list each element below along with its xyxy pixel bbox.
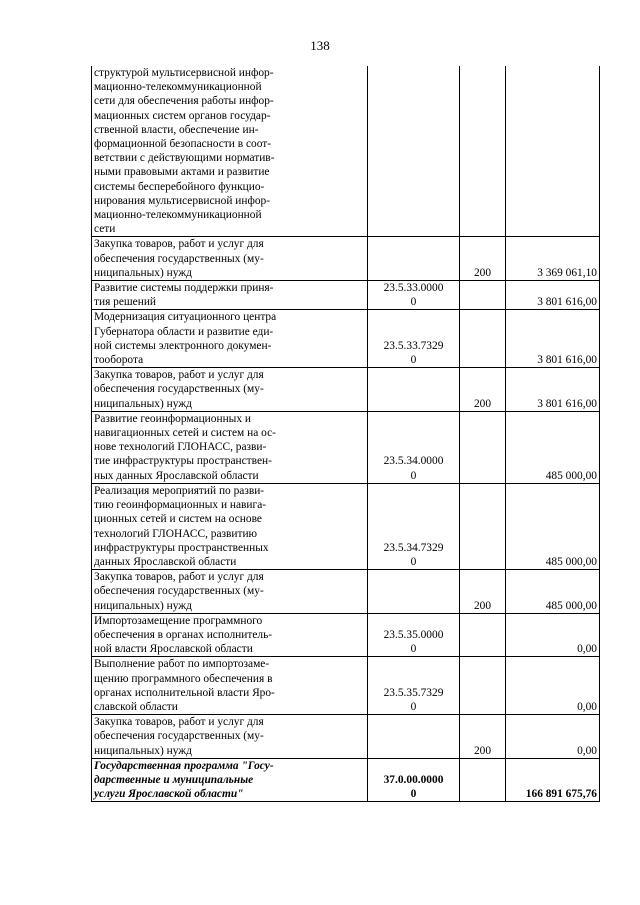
table-row bbox=[92, 570, 600, 614]
row-name-cell bbox=[92, 368, 368, 412]
row-code-cell bbox=[368, 310, 460, 368]
row-name-cell bbox=[92, 613, 368, 657]
row-expense-type-cell: 200 bbox=[460, 237, 506, 281]
row-expense-type-cell: 200 bbox=[460, 715, 506, 759]
table-row bbox=[92, 613, 600, 657]
row-expense-type-cell bbox=[460, 281, 506, 310]
row-sum-cell: 485 000,00 bbox=[506, 483, 600, 569]
row-name-line: ниципальных) нужд bbox=[94, 266, 192, 279]
row-name-line: ционных сетей и систем на основе bbox=[94, 513, 262, 526]
row-name-cell bbox=[92, 411, 368, 483]
row-expense-type-cell bbox=[460, 758, 506, 802]
row-sum-cell: 0,00 bbox=[506, 715, 600, 759]
row-expense-type-cell: 200 bbox=[460, 570, 506, 614]
row-sum-cell: 0,00 bbox=[506, 613, 600, 657]
row-name-line: мационных систем органов государ- bbox=[94, 109, 271, 122]
row-code-cell bbox=[368, 411, 460, 483]
row-name-cell bbox=[92, 66, 368, 237]
row-name-line: Закупка товаров, работ и услуг для bbox=[94, 571, 264, 584]
row-name-line: ственной власти, обеспечение ин- bbox=[94, 123, 259, 136]
row-name-line: славской области bbox=[94, 700, 178, 713]
row-code-cell bbox=[368, 66, 460, 237]
row-code-line: 23.5.35.7329 bbox=[383, 686, 444, 699]
row-name-line: тие инфраструктуры пространствен- bbox=[94, 455, 272, 468]
row-expense-type-cell bbox=[460, 66, 506, 237]
row-name-line: формационной безопасности в соот- bbox=[94, 138, 272, 151]
row-code-line: 23.5.33.7329 bbox=[383, 339, 444, 352]
row-name-cell bbox=[92, 310, 368, 368]
row-code-cell bbox=[368, 281, 460, 310]
row-name-line: ных данных Ярославской области bbox=[94, 469, 259, 482]
row-sum-cell: 485 000,00 bbox=[506, 411, 600, 483]
row-code-line: 0 bbox=[410, 700, 417, 713]
row-name-line: Губернатора области и развитие еди- bbox=[94, 325, 274, 338]
row-name-line: Закупка товаров, работ и услуг для bbox=[94, 716, 264, 729]
row-name-cell bbox=[92, 657, 368, 715]
row-name-line: Государственная программа "Госу- bbox=[94, 759, 274, 772]
row-name-line: Закупка товаров, работ и услуг для bbox=[94, 369, 264, 382]
row-name-line: технологий ГЛОНАСС, развитию bbox=[94, 527, 258, 540]
table-row bbox=[92, 657, 600, 715]
row-name-line: обеспечения государственных (му- bbox=[94, 383, 264, 396]
row-name-cell bbox=[92, 715, 368, 759]
row-sum-cell: 3 801 616,00 bbox=[506, 310, 600, 368]
row-name-line: ниципальных) нужд bbox=[94, 744, 192, 757]
row-name-cell bbox=[92, 570, 368, 614]
row-name-line: данных Ярославской области bbox=[94, 555, 237, 568]
table-row bbox=[92, 483, 600, 569]
row-name-line: Модернизация ситуационного центра bbox=[94, 311, 277, 324]
row-name-line: инфраструктуры пространственных bbox=[94, 541, 269, 554]
row-name-line: нове технологий ГЛОНАСС, разви- bbox=[94, 441, 267, 454]
row-code-cell bbox=[368, 715, 460, 759]
row-code-line: 0 bbox=[410, 296, 417, 309]
row-code-cell bbox=[368, 237, 460, 281]
table-row bbox=[92, 281, 600, 310]
row-name-line: ветствии с действующими норматив- bbox=[94, 152, 275, 165]
row-name-line: тооборота bbox=[94, 354, 144, 367]
row-code-line: 0 bbox=[410, 469, 417, 482]
row-sum-cell: 3 369 061,10 bbox=[506, 237, 600, 281]
table-row bbox=[92, 368, 600, 412]
row-code-line: 23.5.34.7329 bbox=[383, 541, 444, 554]
row-name-line: Закупка товаров, работ и услуг для bbox=[94, 238, 264, 251]
row-name-line: тия решений bbox=[94, 296, 157, 309]
row-name-cell bbox=[92, 281, 368, 310]
row-expense-type-cell bbox=[460, 657, 506, 715]
table-row bbox=[92, 411, 600, 483]
row-name-line: Развитие системы поддержки приня- bbox=[94, 282, 274, 295]
row-code-cell bbox=[368, 613, 460, 657]
table-row bbox=[92, 66, 600, 237]
row-code-line: 23.5.33.0000 bbox=[383, 282, 444, 295]
budget-table bbox=[91, 66, 600, 802]
row-code-line: 0 bbox=[410, 788, 417, 801]
row-sum-cell: 166 891 675,76 bbox=[506, 758, 600, 802]
row-name-line: дарственные и муниципальные bbox=[94, 773, 254, 786]
row-code-cell bbox=[368, 758, 460, 802]
row-code-line: 0 bbox=[410, 354, 417, 367]
row-expense-type-cell bbox=[460, 310, 506, 368]
row-sum-cell: 485 000,00 bbox=[506, 570, 600, 614]
row-name-line: сети для обеспечения работы инфор- bbox=[94, 95, 274, 108]
row-name-cell bbox=[92, 758, 368, 802]
row-name-line: обеспечения государственных (му- bbox=[94, 585, 264, 598]
row-name-line: ниципальных) нужд bbox=[94, 599, 192, 612]
row-name-line: Выполнение работ по импортозаме- bbox=[94, 658, 270, 671]
row-name-line: нирования мультисервисной инфор- bbox=[94, 194, 271, 207]
row-name-line: мационно-телекоммуникационной bbox=[94, 209, 262, 222]
row-name-line: сети bbox=[94, 223, 116, 236]
row-name-line: обеспечения государственных (му- bbox=[94, 252, 264, 265]
row-name-line: обеспечения государственных (му- bbox=[94, 730, 264, 743]
row-name-cell bbox=[92, 483, 368, 569]
row-code-line: 0 bbox=[410, 643, 417, 656]
row-name-line: услуги Ярославской области" bbox=[94, 788, 244, 801]
row-code-line: 23.5.34.0000 bbox=[383, 455, 444, 468]
row-sum-cell bbox=[506, 66, 600, 237]
row-code-line: 23.5.35.0000 bbox=[383, 628, 444, 641]
row-name-line: тию геоинформационных и навига- bbox=[94, 499, 267, 512]
row-name-line: мационно-телекоммуникационной bbox=[94, 81, 262, 94]
row-sum-cell: 3 801 616,00 bbox=[506, 368, 600, 412]
row-sum-cell: 0,00 bbox=[506, 657, 600, 715]
row-name-line: навигационных сетей и систем на ос- bbox=[94, 427, 276, 440]
page-number: 138 bbox=[310, 38, 330, 53]
row-name-line: органах исполнительной власти Яро- bbox=[94, 686, 275, 699]
row-expense-type-cell bbox=[460, 613, 506, 657]
row-name-line: структурой мультисервисной инфор- bbox=[94, 67, 274, 79]
row-name-line: ной системы электронного докумен- bbox=[94, 339, 272, 352]
row-code-cell bbox=[368, 483, 460, 569]
row-sum-cell: 3 801 616,00 bbox=[506, 281, 600, 310]
row-name-line: ниципальных) нужд bbox=[94, 397, 192, 410]
row-name-line: щению программного обеспечения в bbox=[94, 672, 273, 685]
table-row bbox=[92, 715, 600, 759]
row-name-line: ными правовыми актами и развитие bbox=[94, 166, 270, 179]
row-code-line: 0 bbox=[410, 555, 417, 568]
row-name-line: системы бесперебойного функцио- bbox=[94, 180, 265, 193]
row-name-line: ной власти Ярославской области bbox=[94, 643, 253, 656]
row-expense-type-cell bbox=[460, 483, 506, 569]
table-row bbox=[92, 237, 600, 281]
row-name-line: Реализация мероприятий по разви- bbox=[94, 484, 265, 497]
table-row bbox=[92, 310, 600, 368]
row-code-cell bbox=[368, 570, 460, 614]
row-expense-type-cell: 200 bbox=[460, 368, 506, 412]
row-code-cell bbox=[368, 657, 460, 715]
row-name-line: обеспечения в органах исполнитель- bbox=[94, 628, 273, 641]
row-code-line: 37.0.00.0000 bbox=[383, 773, 444, 786]
table-row bbox=[92, 758, 600, 802]
row-name-line: Развитие геоинформационных и bbox=[94, 412, 251, 425]
row-code-cell bbox=[368, 368, 460, 412]
row-name-line: Импортозамещение программного bbox=[94, 614, 263, 627]
row-expense-type-cell bbox=[460, 411, 506, 483]
row-name-cell bbox=[92, 237, 368, 281]
